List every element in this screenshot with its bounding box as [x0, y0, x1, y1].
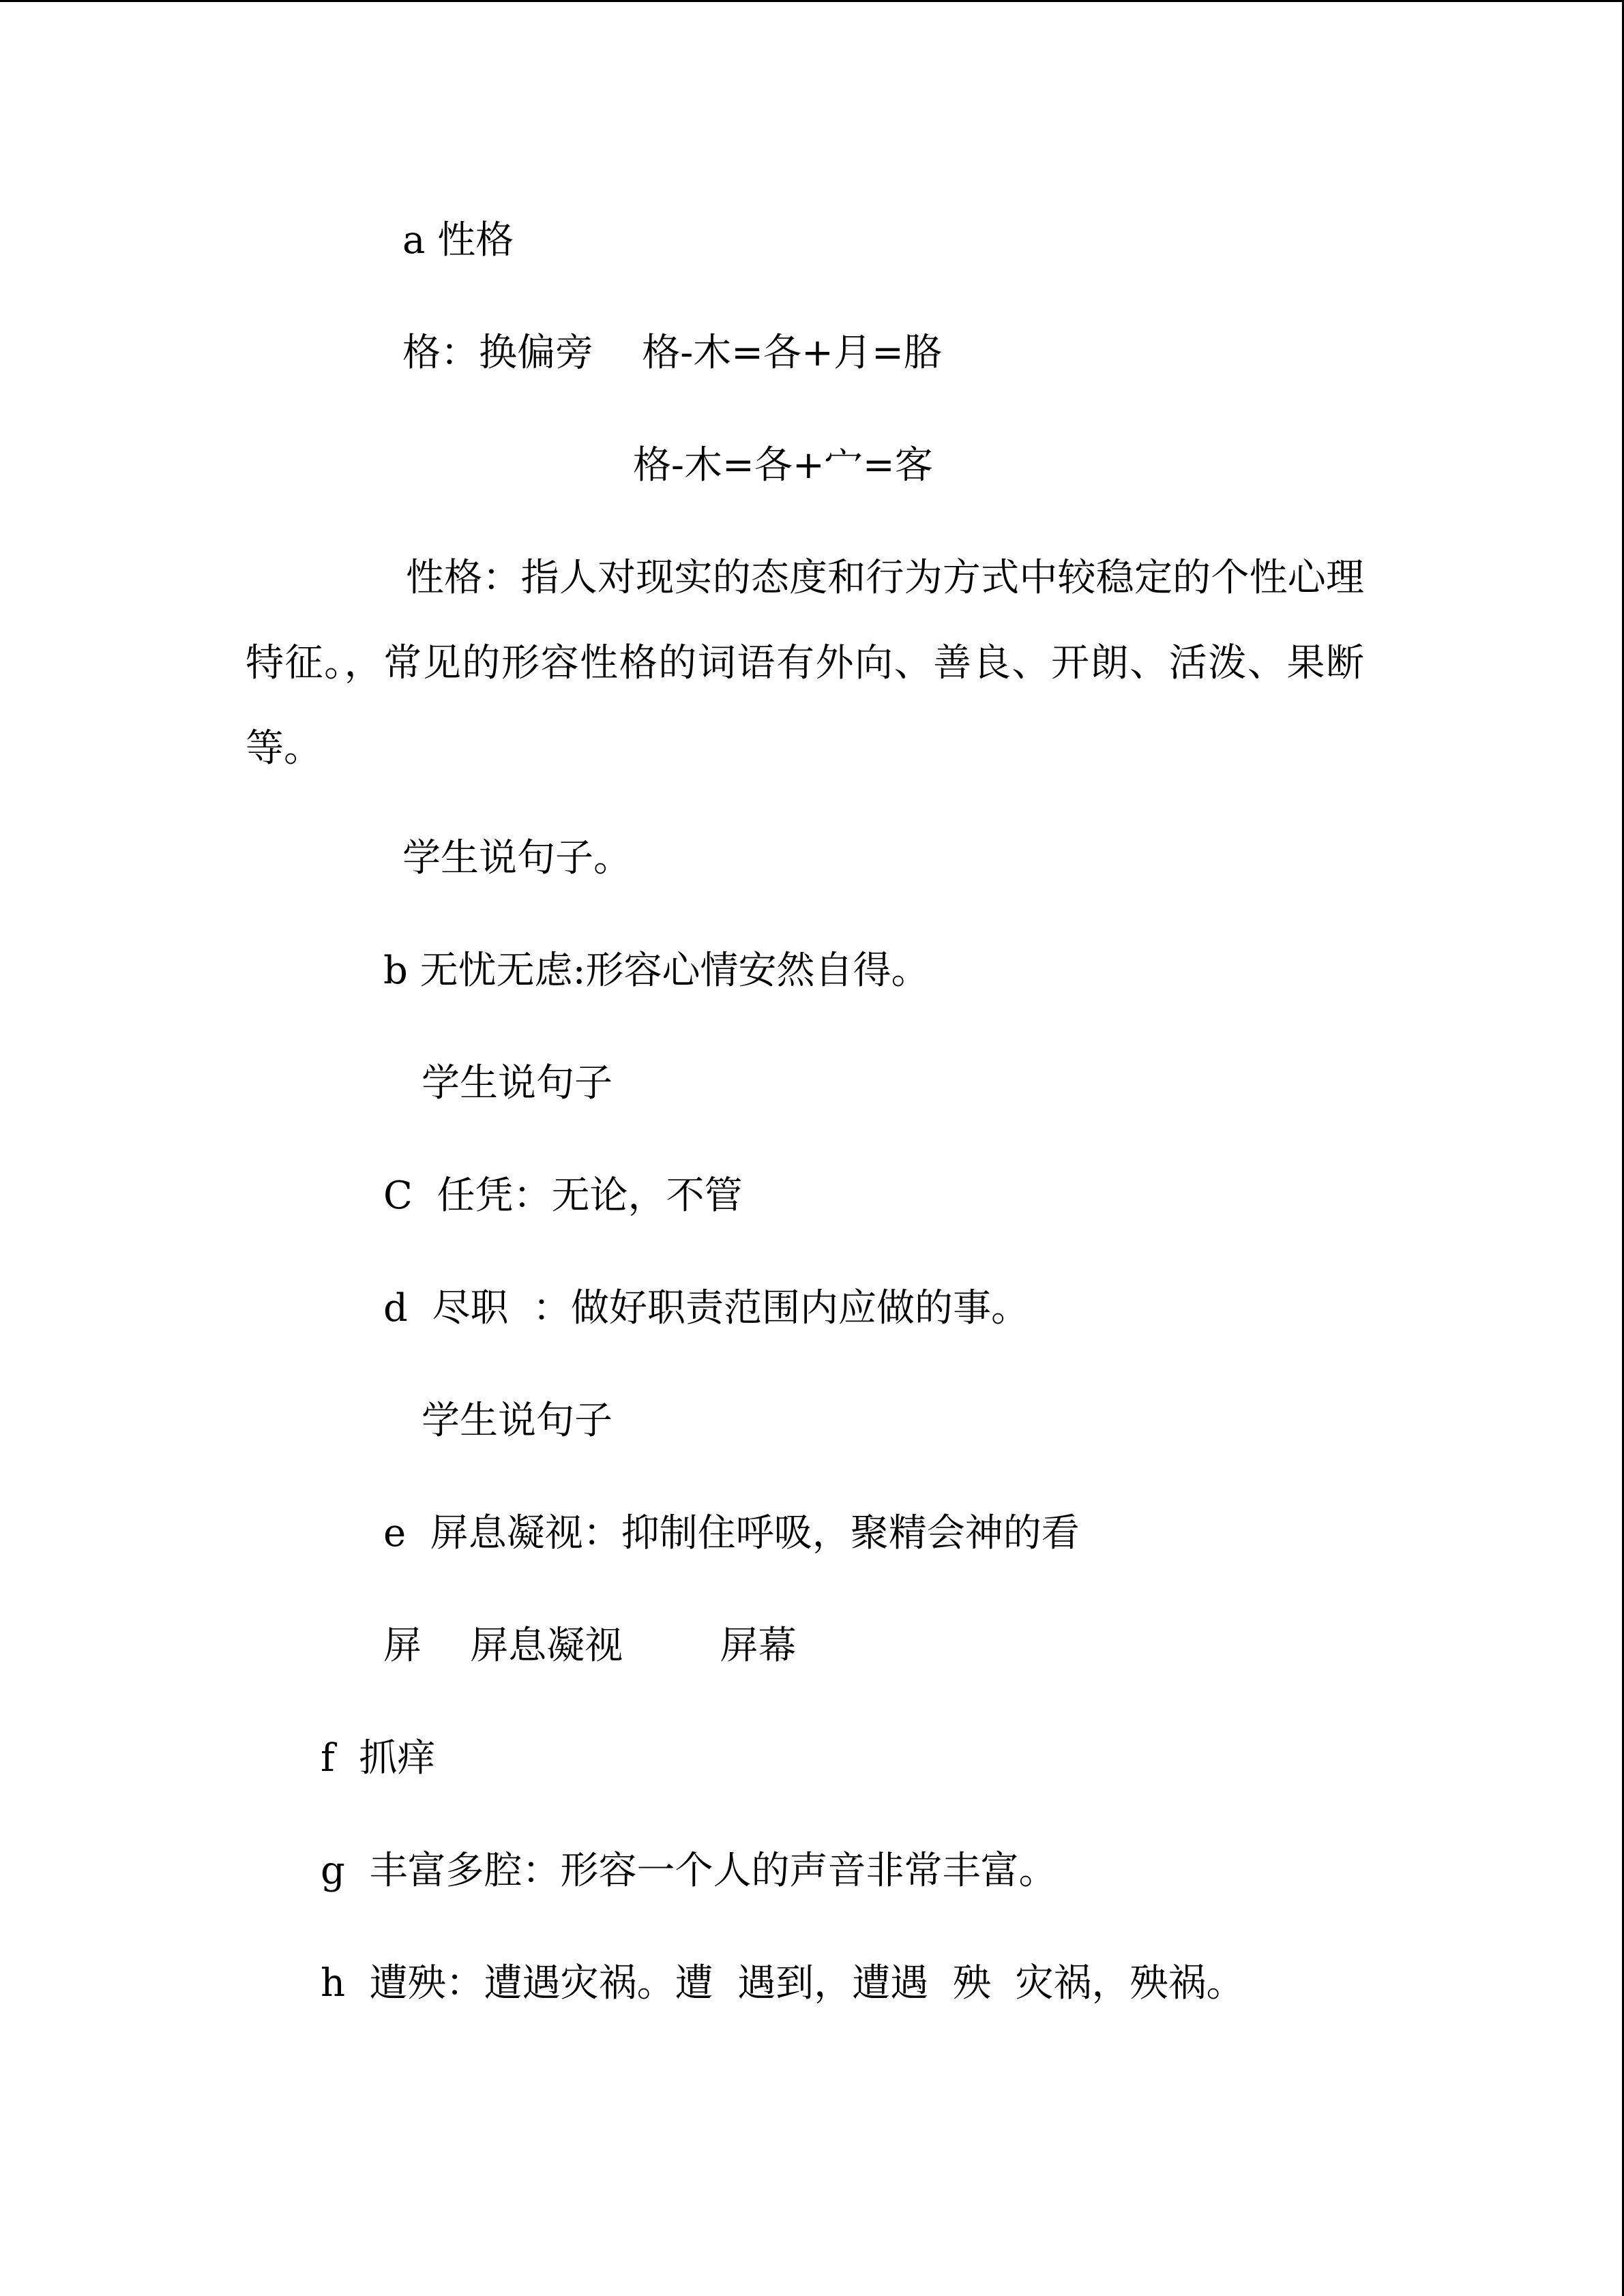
line-e-item: e 屏息凝视：抑制住呼吸，聚精会神的看	[383, 1511, 1080, 1555]
line-c-item: C 任凭：无论，不管	[383, 1174, 743, 1218]
line-ge-radical-2: 格-木=各+宀=客	[633, 443, 933, 488]
line-f-item: f 抓痒	[321, 1736, 436, 1780]
line-h-item: h 遭殃：遭遇灾祸。遭 遇到，遭遇 殃 灾祸，殃祸。	[321, 1961, 1245, 2006]
page-border-top	[0, 0, 1624, 2]
line-a-heading: a 性格	[402, 218, 514, 263]
line-ge-radical-1: 格：换偏旁 格-木=各+月=胳	[402, 331, 942, 375]
line-student-1: 学生说句子。	[402, 836, 632, 880]
line-d-item: d 尽职 ：做好职责范围内应做的事。	[383, 1286, 1030, 1330]
line-ping-words: 屏 屏息凝视 屏幕	[383, 1624, 797, 1668]
paragraph-xingge-definition: 性格：指人对现实的态度和行为方式中较稳定的个性心理特征。，常见的形容性格的词语有外向、善良、开朗、活泼、果断等。	[246, 556, 1364, 771]
line-student-2: 学生说句子	[422, 1061, 612, 1105]
line-g-item: g 丰富多腔：形容一个人的声音非常丰富。	[321, 1849, 1057, 1893]
line-student-3: 学生说句子	[422, 1399, 612, 1443]
line-b-item: b 无忧无虑:形容心情安然自得。	[383, 949, 930, 993]
